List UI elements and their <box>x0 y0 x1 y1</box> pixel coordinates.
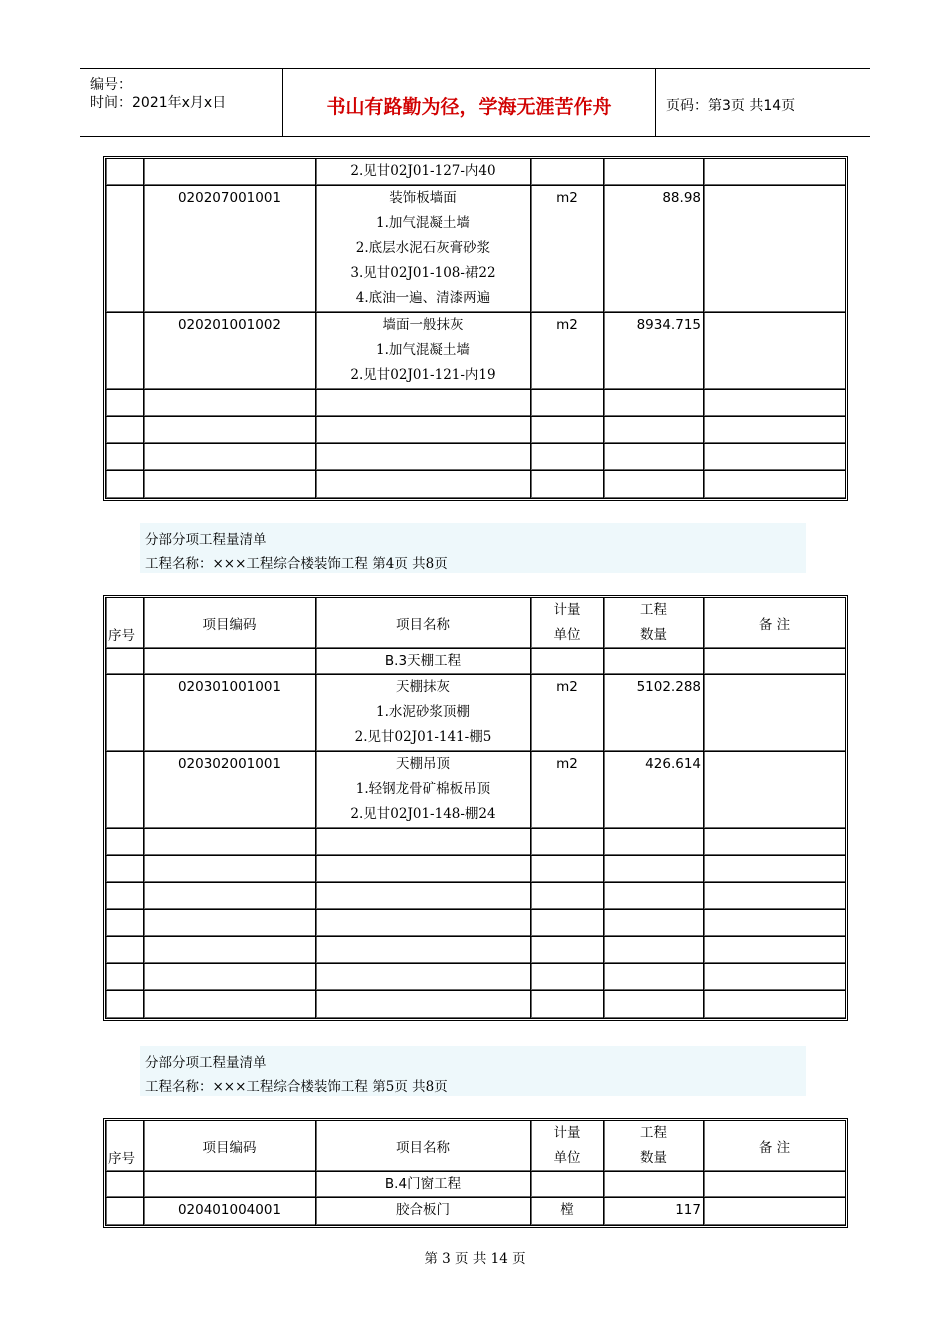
col-header-name <box>315 598 530 649</box>
bill-table-continued <box>103 156 848 501</box>
item-name-line: 2.见甘02J01-148-棚24 <box>350 806 496 822</box>
table-cell <box>106 829 143 856</box>
item-name-line: 1.加气混凝土墙 <box>376 342 470 358</box>
table-cell <box>703 1172 845 1198</box>
item-name-line: 1.加气混凝土墙 <box>376 215 470 231</box>
cell-remark <box>703 159 845 186</box>
table-cell <box>315 856 530 883</box>
page-header <box>80 68 870 137</box>
table-header-row <box>106 1121 845 1172</box>
page-footer: 第 3 页 共 14 页 <box>424 1251 526 1267</box>
cell-remark <box>703 313 845 390</box>
table-cell <box>703 856 845 883</box>
col-header-remark <box>703 1121 845 1172</box>
table-row <box>106 186 845 313</box>
table-row-empty <box>106 829 845 856</box>
table-cell <box>315 964 530 991</box>
table-cell <box>530 991 603 1018</box>
cell-remark <box>703 1198 845 1225</box>
header-meta-cell <box>80 69 283 136</box>
table-cell <box>315 991 530 1018</box>
table-cell <box>603 937 703 964</box>
item-name-line: 天棚抹灰 <box>396 679 450 695</box>
section-caption-page4 <box>140 523 806 573</box>
table-row <box>106 159 845 186</box>
group-title: B.4门窗工程 <box>384 1176 462 1192</box>
item-code: 020201001002 <box>177 317 282 333</box>
table-cell <box>703 649 845 675</box>
cell-name <box>315 1198 530 1225</box>
table-cell <box>106 471 143 498</box>
item-unit <box>531 159 603 184</box>
cell-name <box>315 675 530 752</box>
cell-unit <box>530 752 603 829</box>
table-cell <box>530 649 603 675</box>
table-cell <box>315 829 530 856</box>
item-name-line: 天棚吊顶 <box>396 756 450 772</box>
table-cell <box>703 417 845 444</box>
cell-code <box>143 675 315 752</box>
cell-qty <box>603 752 703 829</box>
table-cell <box>106 1172 143 1198</box>
table-cell <box>703 883 845 910</box>
table-cell <box>703 964 845 991</box>
project-name: 工程名称：×××工程综合楼装饰工程 第4页 共8页 <box>145 556 448 572</box>
table-cell <box>703 991 845 1018</box>
table-cell <box>106 910 143 937</box>
table-cell <box>143 910 315 937</box>
header-motto-cell <box>283 69 656 136</box>
cell-seq <box>106 313 143 390</box>
cell-remark <box>703 675 845 752</box>
item-name-line: 2.底层水泥石灰膏砂浆 <box>355 240 491 256</box>
item-unit: m2 <box>556 756 578 772</box>
col-header-unit <box>530 1121 603 1172</box>
table-group-row <box>106 649 845 675</box>
table-cell <box>603 649 703 675</box>
table-cell <box>143 390 315 417</box>
cell-seq <box>106 159 143 186</box>
table-cell <box>603 829 703 856</box>
table-row-empty <box>106 964 845 991</box>
cell-seq <box>106 1198 143 1225</box>
table-cell <box>703 390 845 417</box>
table-cell <box>143 417 315 444</box>
col-header-code <box>143 598 315 649</box>
item-qty: 8934.715 <box>636 317 701 333</box>
cell-code <box>143 159 315 186</box>
cell-code <box>143 313 315 390</box>
table-header-row <box>106 598 845 649</box>
table-cell <box>530 1172 603 1198</box>
cell-qty <box>603 186 703 313</box>
cell-seq <box>106 186 143 313</box>
table-row-empty <box>106 444 845 471</box>
table-cell <box>106 964 143 991</box>
table-cell <box>703 829 845 856</box>
document-date: 时间：2021年x月x日 <box>90 95 227 111</box>
col-header-qty-line2: 数量 <box>640 1150 667 1166</box>
cell-unit <box>530 675 603 752</box>
col-header-name-label: 项目名称 <box>396 617 450 633</box>
col-header-name <box>315 1121 530 1172</box>
item-unit: 樘 <box>560 1202 574 1218</box>
table-cell <box>143 649 315 675</box>
table-cell <box>603 444 703 471</box>
table-row-empty <box>106 417 845 444</box>
table-cell <box>106 883 143 910</box>
table-row-empty <box>106 390 845 417</box>
table-cell <box>530 444 603 471</box>
table-row <box>106 675 845 752</box>
table-cell <box>603 883 703 910</box>
cell-seq <box>106 675 143 752</box>
col-header-unit-line2: 单位 <box>553 627 581 643</box>
cell-name <box>315 752 530 829</box>
item-unit: m2 <box>556 679 578 695</box>
group-title: B.3天棚工程 <box>384 653 462 669</box>
cell-remark <box>703 752 845 829</box>
col-header-name-label: 项目名称 <box>396 1140 450 1156</box>
table-row-empty <box>106 991 845 1018</box>
col-header-remark-label: 备 注 <box>758 617 791 633</box>
table-cell <box>530 910 603 937</box>
cell-name <box>315 313 530 390</box>
table-row <box>106 1198 845 1225</box>
header-page-number: 页码：第3页 共14页 <box>666 98 796 114</box>
table-cell <box>603 856 703 883</box>
item-qty: 117 <box>675 1202 701 1218</box>
table-cell <box>703 910 845 937</box>
project-name: 工程名称：×××工程综合楼装饰工程 第5页 共8页 <box>145 1079 448 1095</box>
table-cell <box>703 471 845 498</box>
cell-remark <box>703 186 845 313</box>
item-name-line: 胶合板门 <box>396 1202 450 1218</box>
header-page-cell <box>656 69 870 136</box>
table-cell <box>143 471 315 498</box>
table-cell <box>143 964 315 991</box>
item-name-line: 2.见甘02J01-121-内19 <box>350 367 496 383</box>
table-row <box>106 313 845 390</box>
cell-name <box>315 186 530 313</box>
cell-code <box>143 1198 315 1225</box>
table-cell <box>315 649 530 675</box>
table-cell <box>106 937 143 964</box>
col-header-unit-line1: 计量 <box>553 1125 581 1141</box>
col-header-qty-line1: 工程 <box>640 1125 667 1141</box>
table-cell <box>143 937 315 964</box>
section-title: 分部分项工程量清单 <box>145 532 267 548</box>
table3-body <box>106 1121 845 1225</box>
item-code <box>144 159 315 184</box>
table-cell <box>143 883 315 910</box>
item-code: 020207001001 <box>177 190 282 206</box>
table-cell <box>106 444 143 471</box>
document-number: 编号： <box>90 77 132 93</box>
table-cell <box>530 883 603 910</box>
table-cell <box>315 390 530 417</box>
col-header-code <box>143 1121 315 1172</box>
col-header-seq <box>106 1121 143 1172</box>
cell-unit <box>530 186 603 313</box>
cell-seq <box>106 752 143 829</box>
table-cell <box>703 937 845 964</box>
table-cell <box>315 1172 530 1198</box>
cell-unit <box>530 313 603 390</box>
item-qty: 88.98 <box>662 190 701 206</box>
cell-qty <box>603 159 703 186</box>
table-group-row <box>106 1172 845 1198</box>
table-cell <box>603 910 703 937</box>
table2-body <box>106 598 845 1018</box>
cell-name <box>315 159 530 186</box>
bill-table-page5 <box>103 1118 848 1228</box>
section-caption-page5 <box>140 1046 806 1096</box>
table-cell <box>315 471 530 498</box>
table-cell <box>106 649 143 675</box>
table-cell <box>603 964 703 991</box>
table-cell <box>603 390 703 417</box>
table-row-empty <box>106 471 845 498</box>
table-cell <box>106 390 143 417</box>
table-cell <box>315 417 530 444</box>
item-qty: 5102.288 <box>636 679 701 695</box>
cell-qty <box>603 675 703 752</box>
item-name-line: 装饰板墙面 <box>389 190 457 206</box>
table-cell <box>703 444 845 471</box>
section-title: 分部分项工程量清单 <box>145 1055 267 1071</box>
item-code: 020301001001 <box>177 679 282 695</box>
table-row-empty <box>106 910 845 937</box>
table1-body <box>106 159 845 498</box>
table-row-empty <box>106 937 845 964</box>
col-header-code-label: 项目编码 <box>202 1140 257 1156</box>
col-header-seq <box>106 598 143 649</box>
cell-code <box>143 186 315 313</box>
table-cell <box>530 964 603 991</box>
table-cell <box>603 1172 703 1198</box>
item-name-line: 墙面一般抹灰 <box>382 317 464 333</box>
col-header-qty <box>603 598 703 649</box>
item-unit: m2 <box>556 317 578 333</box>
table-cell <box>143 991 315 1018</box>
bill-table-page4 <box>103 595 848 1021</box>
table-cell <box>106 417 143 444</box>
cell-unit <box>530 1198 603 1225</box>
col-header-unit-line2: 单位 <box>553 1150 581 1166</box>
col-header-seq-label: 序号 <box>108 1151 135 1167</box>
item-name-line: 4.底油一遍、清漆两遍 <box>355 290 491 306</box>
table-cell <box>143 856 315 883</box>
item-qty <box>604 159 703 184</box>
table-cell <box>315 910 530 937</box>
item-code: 020401004001 <box>177 1202 282 1218</box>
table-cell <box>143 829 315 856</box>
cell-qty <box>603 1198 703 1225</box>
col-header-remark-label: 备 注 <box>758 1140 791 1156</box>
col-header-seq-label: 序号 <box>108 628 135 644</box>
item-unit: m2 <box>556 190 578 206</box>
table-row-empty <box>106 883 845 910</box>
item-name-line: 3.见甘02J01-108-裙22 <box>350 265 496 281</box>
table-cell <box>315 883 530 910</box>
table-cell <box>106 856 143 883</box>
item-name-line: 2.见甘02J01-141-棚5 <box>354 729 492 745</box>
table-cell <box>603 471 703 498</box>
col-header-qty <box>603 1121 703 1172</box>
table-cell <box>530 390 603 417</box>
col-header-qty-line2: 数量 <box>640 627 667 643</box>
item-name-line: 1.轻钢龙骨矿棉板吊顶 <box>355 781 491 797</box>
item-code: 020302001001 <box>177 756 282 772</box>
item-name-line: 1.水泥砂浆顶棚 <box>376 704 470 720</box>
table-cell <box>530 856 603 883</box>
table-cell <box>530 937 603 964</box>
item-qty: 426.614 <box>645 756 701 772</box>
col-header-code-label: 项目编码 <box>202 617 257 633</box>
table-cell <box>530 417 603 444</box>
table-cell <box>315 444 530 471</box>
table-cell <box>315 937 530 964</box>
item-name-line: 2.见甘02J01-127-内40 <box>350 163 496 179</box>
table-cell <box>106 991 143 1018</box>
cell-qty <box>603 313 703 390</box>
col-header-unit <box>530 598 603 649</box>
table-cell <box>143 1172 315 1198</box>
col-header-remark <box>703 598 845 649</box>
motto: 书山有路勤为径，学海无涯苦作舟 <box>326 96 612 118</box>
col-header-qty-line1: 工程 <box>640 602 667 618</box>
col-header-unit-line1: 计量 <box>553 602 581 618</box>
cell-code <box>143 752 315 829</box>
table-cell <box>143 444 315 471</box>
table-cell <box>530 471 603 498</box>
table-row <box>106 752 845 829</box>
table-cell <box>530 829 603 856</box>
cell-unit <box>530 159 603 186</box>
table-cell <box>603 991 703 1018</box>
table-row-empty <box>106 856 845 883</box>
table-cell <box>603 417 703 444</box>
